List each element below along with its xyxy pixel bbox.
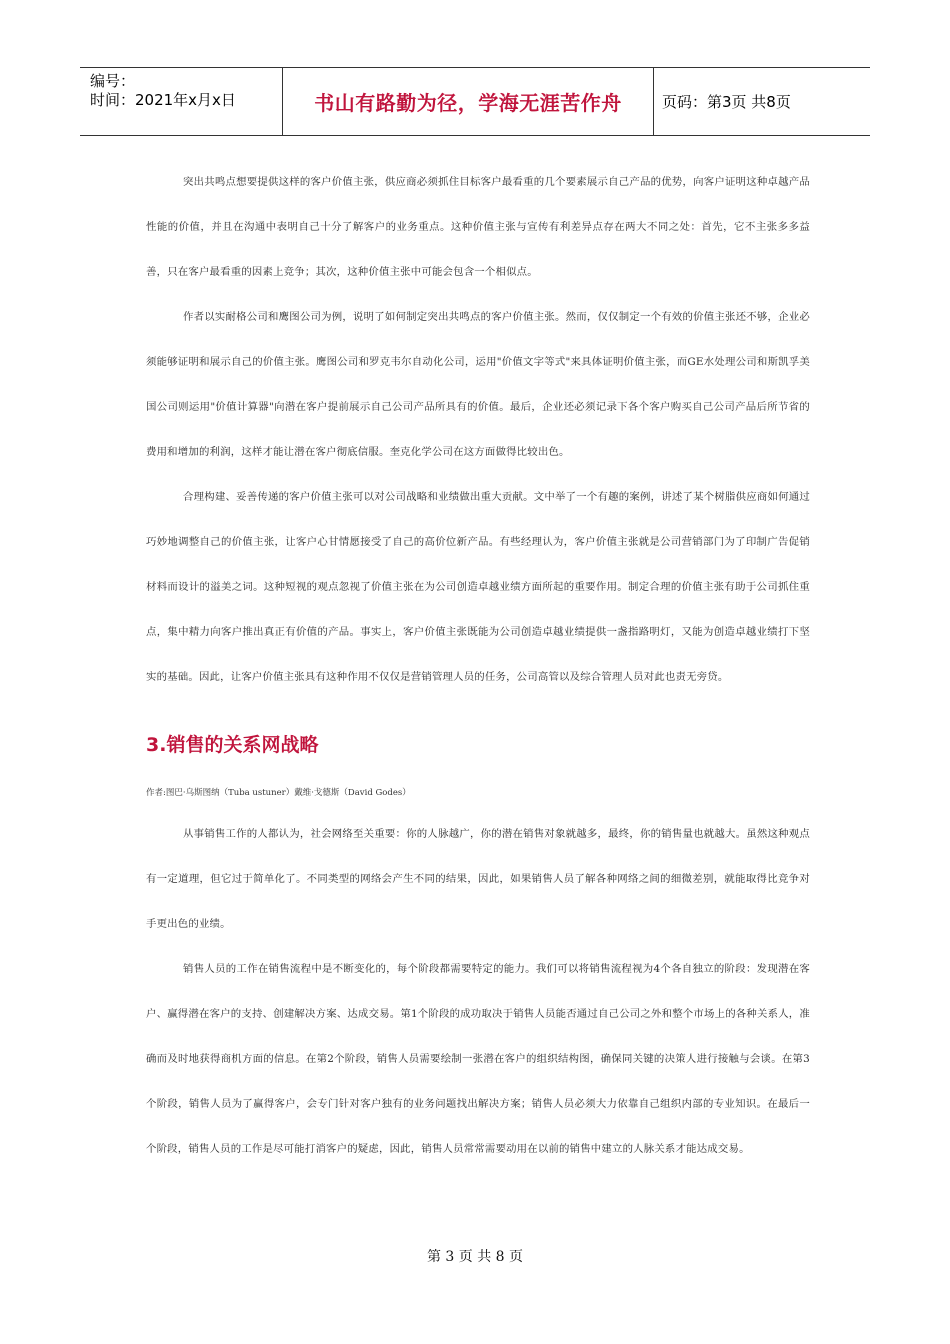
paragraph: 突出共鸣点想要提供这样的客户价值主张，供应商必须抓住目标客户最看重的几个要素展示自己产品的优势，向客户证明这种卓越产品性能的价值，并且在沟通中表明自己十分了解客户的业务重点。这种价值主张与宣传有利差异点存在两大不同之处：首先，它不主张多多益善，只在客户最看重的因素上竞争；其次，这种价值主张中可能会包含一个相似点。 xyxy=(146,176,810,278)
header-page-cell xyxy=(654,68,870,135)
paragraph: 销售人员的工作在销售流程中是不断变化的，每个阶段都需要特定的能力。我们可以将销售流程视为4个各自独立的阶段：发现潜在客户、赢得潜在客户的支持、创建解决方案、达成交易。第1个阶段的成功取决于销售人员能否通过自己公司之外和整个市场上的各种关系人，准确而及时地获得商机方面的信息。在第2个阶段，销售人员需要绘制一张潜在客户的组织结构图，确保同关键的决策人进行接触与会谈。在第3个阶段，销售人员为了赢得客户，会专门针对客户独有的业务问题找出解决方案；销售人员必须大力依靠自己组织内部的专业知识。在最后一个阶段，销售人员的工作是尽可能打消客户的疑虑，因此，销售人员常常需要动用在以前的销售中建立的人脉关系才能达成交易。 xyxy=(146,963,810,1155)
body-section-2 xyxy=(146,812,810,1172)
paragraph: 合理构建、妥善传递的客户价值主张可以对公司战略和业绩做出重大贡献。文中举了一个有趣的案例，讲述了某个树脂供应商如何通过巧妙地调整自己的价值主张，让客户心甘情愿接受了自己的高价位新产品。有些经理认为，客户价值主张就是公司营销部门为了印制广告促销材料而设计的溢美之词。这种短视的观点忽视了价值主张在为公司创造卓越业绩方面所起的重要作用。制定合理的价值主张有助于公司抓住重点，集中精力向客户推出真正有价值的产品。事实上，客户价值主张既能为公司创造卓越业绩提供一盏指路明灯，又能为创造卓越业绩打下坚实的基础。因此，让客户价值主张具有这种作用不仅仅是营销管理人员的任务，公司高管以及综合管理人员对此也责无旁贷。 xyxy=(146,491,810,683)
section-title: 3.销售的关系网战略 xyxy=(146,734,319,756)
document-header xyxy=(80,67,870,136)
page-label: 页码：第3页 共8页 xyxy=(662,93,791,111)
body-section-1 xyxy=(146,160,810,700)
paragraph: 从事销售工作的人都认为，社会网络至关重要：你的人脉越广，你的潜在销售对象就越多，最终，你的销售量也就越大。虽然这种观点有一定道理，但它过于简单化了。不同类型的网络会产生不同的结果，因此，如果销售人员了解各种网络之间的细微差别，就能取得比竞争对手更出色的业绩。 xyxy=(146,828,810,930)
motto-text: 书山有路勤为径，学海无涯苦作舟 xyxy=(314,91,622,115)
header-info-cell xyxy=(80,68,282,135)
date-label: 时间：2021年x月x日 xyxy=(90,91,236,109)
page-footer: 第 3 页 共 8 页 xyxy=(426,1249,524,1265)
author-byline: 作者:图巴·乌斯图纳（Tuba ustuner）戴维·戈德斯（David Godes） xyxy=(146,788,411,798)
header-motto-cell xyxy=(282,68,654,135)
number-label: 编号： xyxy=(90,72,136,90)
paragraph: 作者以实耐格公司和鹰图公司为例，说明了如何制定突出共鸣点的客户价值主张。然而，仅仅制定一个有效的价值主张还不够，企业必须能够证明和展示自己的价值主张。鹰图公司和罗克韦尔自动化公司，运用"价值文字等式"来具体证明价值主张，而GE水处理公司和斯凯孚美国公司则运用"价值计算器"向潜在客户提前展示自己公司产品所具有的价值。最后，企业还必须记录下各个客户购买自己公司产品后所节省的费用和增加的利润，这样才能让潜在客户彻底信服。奎克化学公司在这方面做得比较出色。 xyxy=(146,311,810,458)
